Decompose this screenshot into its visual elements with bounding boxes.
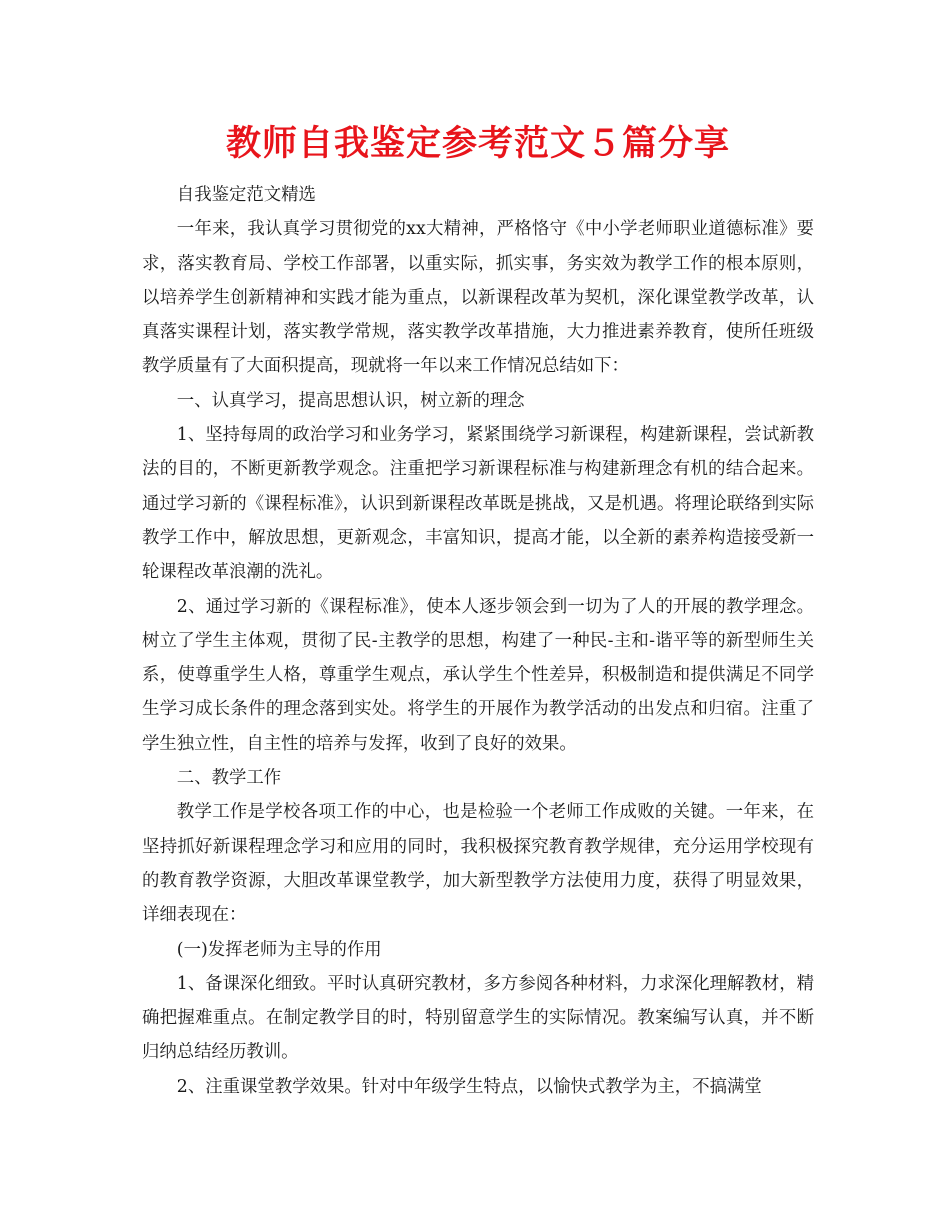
document-body <box>142 178 814 1104</box>
section-heading-2: 二、教学工作 <box>176 768 282 789</box>
document-title: 教师自我鉴定参考范文５篇分享 <box>225 124 730 164</box>
paragraph-intro: 一年来，我认真学习贯彻党的xx大精神，严格恪守《中小学老师职业道德标准》要求，落实教育局、学校工作部署，以重实际，抓实事，务实效为教学工作的根本原则，以培养学生创新精神和实践才能为重点，以新课程改革为契机，深化课堂教学改革，认真落实课程计划，落实教学常规，落实教学改革措施，大力推进素养教育，使所任班级教学质量有了大面积提高，现就将一年以来工作情况总结如下： <box>142 219 814 377</box>
subsection-heading-2-1: (一)发挥老师为主导的作用 <box>176 939 382 960</box>
section-heading-1: 一、认真学习，提高思想认识，树立新的理念 <box>176 390 525 411</box>
paragraph-1-1: 1、坚持每周的政治学习和业务学习，紧紧围绕学习新课程，构建新课程，尝试新教法的目的，不断更新教学观念。注重把学习新课程标准与构建新理念有机的结合起来。通过学习新的《课程标准》，认识到新课程改革既是挑战，又是机遇。将理论联络到实际教学工作中，解放思想，更新观念，丰富知识，提高才能，以全新的素养构造接受新一轮课程改革浪潮的洗礼。 <box>142 425 814 583</box>
paragraph-2-1-1: 1、备课深化细致。平时认真研究教材，多方参阅各种材料，力求深化理解教材，精确把握难重点。在制定教学目的时，特别留意学生的实际情况。教案编写认真，并不断归纳总结经历教训。 <box>142 973 814 1063</box>
paragraph-subtitle: 自我鉴定范文精选 <box>176 185 316 205</box>
paragraph-1-2: 2、通过学习新的《课程标准》，使本人逐步领会到一切为了人的开展的教学理念。树立了学生主体观，贯彻了民-主教学的思想，构建了一种民-主和-谐平等的新型师生关系，使尊重学生人格，尊重学生观点，承认学生个性差异，积极制造和提供满足不同学生学习成长条件的理念落到实处。将学生的开展作为教学活动的出发点和归宿。注重了学生独立性，自主性的培养与发挥，收到了良好的效果。 <box>142 596 814 754</box>
paragraph-2-1-2: 2、注重课堂教学效果。针对中年级学生特点，以愉快式教学为主，不搞满堂 <box>176 1076 762 1097</box>
paragraph-2-intro: 教学工作是学校各项工作的中心，也是检验一个老师工作成败的关键。一年来，在坚持抓好新课程理念学习和应用的同时，我积极探究教育教学规律，充分运用学校现有的教育教学资源，大胆改革课堂教学，加大新型教学方法使用力度，获得了明显效果，详细表现在： <box>142 802 814 926</box>
